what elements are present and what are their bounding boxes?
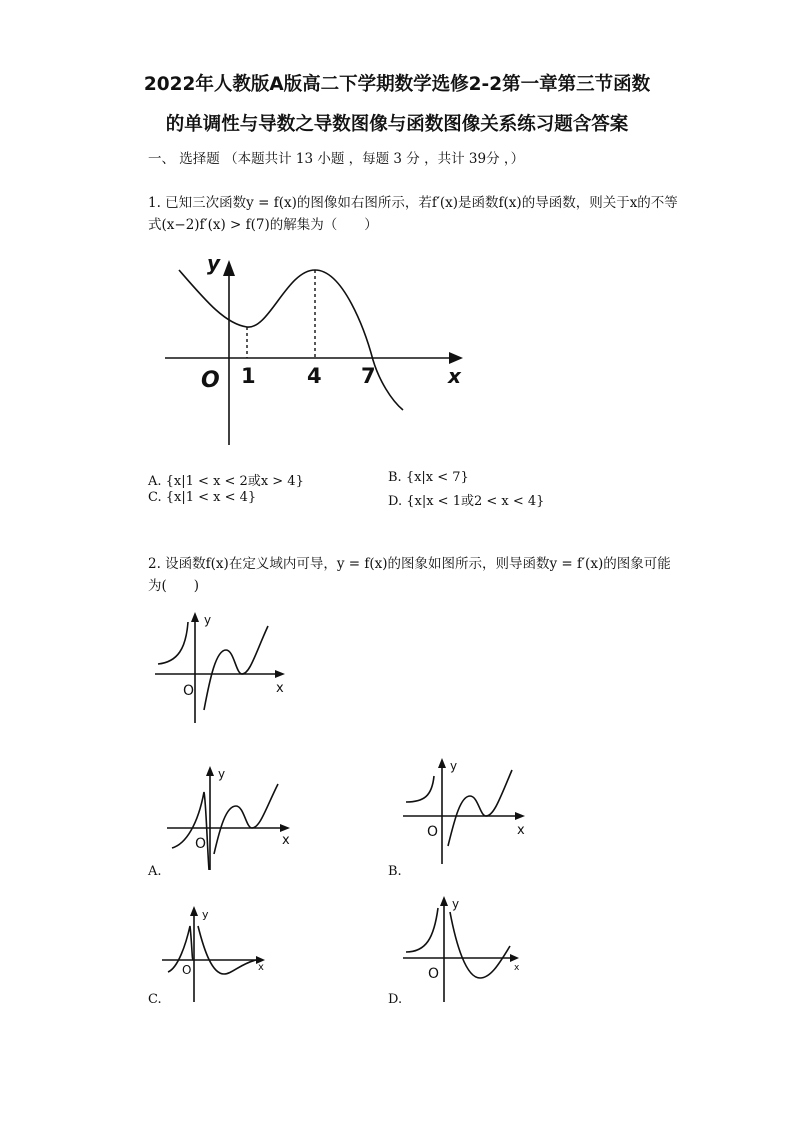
q1-x-label: x bbox=[448, 364, 461, 388]
svg-text:y: y bbox=[452, 897, 460, 911]
q2-function-graph bbox=[150, 608, 290, 728]
q1-option-a[interactable]: A. {x|1 < x < 2或x > 4} bbox=[148, 474, 304, 489]
title-line-1: 2022年人教版A版高二下学期数学选修2-2第一章第三节函数 bbox=[143, 74, 651, 95]
q2-option-d-label[interactable]: D. bbox=[388, 992, 403, 1007]
svg-text:x: x bbox=[517, 823, 525, 838]
q1-option-b[interactable]: B. {x|x < 7} bbox=[388, 470, 469, 485]
svg-text:y: y bbox=[218, 767, 226, 781]
svg-text:y: y bbox=[450, 759, 458, 773]
q2-option-c-graph[interactable] bbox=[160, 904, 280, 1004]
q1-tick-7: 7 bbox=[361, 364, 376, 388]
svg-text:O: O bbox=[183, 683, 195, 699]
svg-text:y: y bbox=[204, 613, 212, 627]
q1-x-arrow bbox=[449, 352, 463, 364]
svg-text:y: y bbox=[202, 908, 209, 921]
q2-option-a-graph[interactable] bbox=[162, 762, 302, 872]
q2-option-c-label[interactable]: C. bbox=[148, 992, 162, 1007]
title-line-2: 的单调性与导数之导数图像与函数图像关系练习题含答案 bbox=[165, 114, 629, 135]
q2-option-d-graph[interactable] bbox=[400, 894, 530, 1004]
svg-text:x: x bbox=[258, 962, 264, 973]
q2-option-b-label[interactable]: B. bbox=[388, 864, 402, 879]
q1-option-d[interactable]: D. {x|x < 1或2 < x < 4} bbox=[388, 494, 545, 509]
q1-tick-4: 4 bbox=[307, 364, 322, 388]
svg-text:O: O bbox=[427, 824, 439, 840]
svg-text:O: O bbox=[182, 963, 192, 977]
q2-option-b-graph[interactable] bbox=[400, 756, 540, 866]
svg-text:x: x bbox=[514, 963, 520, 973]
q1-origin-label: O bbox=[201, 368, 220, 393]
q2-f-left-branch bbox=[158, 622, 188, 664]
q1-tick-1: 1 bbox=[241, 364, 256, 388]
svg-text:x: x bbox=[282, 833, 290, 848]
q2-option-a-label[interactable]: A. bbox=[148, 864, 162, 879]
question-2-text: 2. 设函数f(x)在定义域内可导，y = f(x)的图象如图所示，则导函数y = f′(x)的图象可能为( ) bbox=[148, 556, 671, 594]
question-1-text: 1. 已知三次函数y = f(x)的图像如右图所示，若f′(x)是函数f(x)的导函数，则关于x的不等式(x−2)f′(x) > f(7)的解集为（ ） bbox=[148, 195, 678, 233]
svg-text:x: x bbox=[276, 681, 284, 696]
section-heading: 一、 选择题 （本题共计 13 小题 ，每题 3 分 ，共计 39分 ，） bbox=[148, 151, 525, 167]
svg-text:O: O bbox=[195, 836, 207, 852]
svg-text:O: O bbox=[428, 966, 440, 982]
q1-cubic-graph bbox=[165, 250, 475, 445]
q1-option-c[interactable]: C. {x|1 < x < 4} bbox=[148, 490, 257, 505]
q2-f-right-branch bbox=[204, 626, 268, 710]
q1-y-label: y bbox=[207, 251, 221, 275]
q1-y-arrow bbox=[223, 260, 235, 276]
